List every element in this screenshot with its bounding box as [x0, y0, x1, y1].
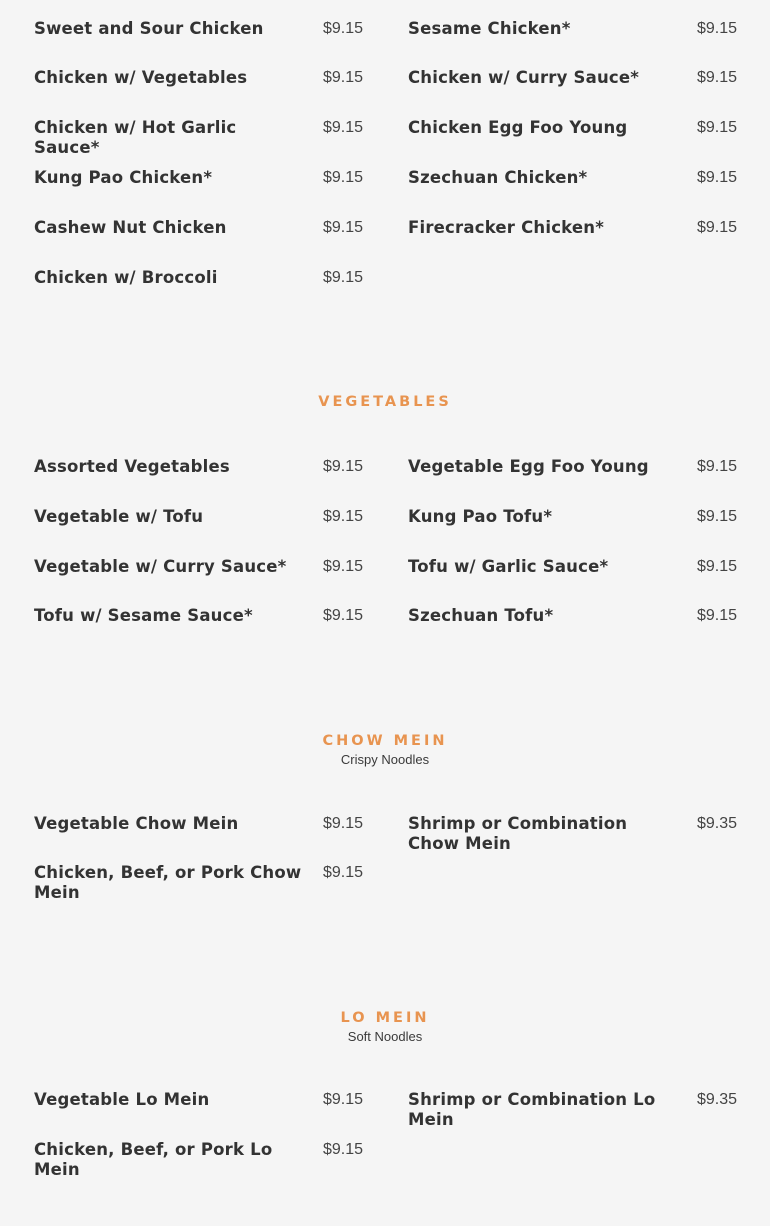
item-name: Tofu w/ Sesame Sauce* — [34, 606, 253, 625]
item-name: Sweet and Sour Chicken — [34, 19, 264, 38]
section-subtitle: Soft Noodles — [347, 1029, 423, 1044]
section-title: CHOW MEIN — [322, 733, 448, 749]
item-price: $9.15 — [322, 815, 363, 832]
item-price: $9.15 — [322, 558, 363, 575]
item-name: Vegetable Egg Foo Young — [408, 457, 649, 476]
item-name: Szechuan Tofu* — [408, 606, 554, 625]
item-price: $9.15 — [322, 119, 363, 136]
section-subtitle: Crispy Noodles — [340, 752, 430, 767]
section-title: VEGETABLES — [318, 394, 452, 410]
item-price: $9.15 — [322, 169, 363, 186]
item-name: Chicken, Beef, or Pork Lo Mein — [34, 1140, 273, 1179]
section-header — [0, 1009, 770, 1045]
section-title: LO MEIN — [340, 1010, 430, 1026]
item-name: Shrimp or Combination Lo Mein — [408, 1090, 656, 1129]
item-price: $9.15 — [322, 864, 363, 881]
item-price: $9.15 — [322, 219, 363, 236]
section-header — [0, 732, 770, 768]
item-price: $9.15 — [696, 508, 737, 525]
lo-mein-section — [0, 1009, 770, 1179]
item-price: $9.15 — [322, 1091, 363, 1108]
item-name: Kung Pao Tofu* — [408, 507, 553, 526]
item-price: $9.15 — [696, 20, 737, 37]
item-price: $9.15 — [696, 607, 737, 624]
item-price: $9.15 — [696, 169, 737, 186]
item-name: Vegetable w/ Tofu — [34, 507, 204, 526]
item-price: $9.15 — [696, 219, 737, 236]
item-name: Shrimp or Combination Chow Mein — [408, 814, 628, 853]
item-name: Chicken w/ Hot Garlic Sauce* — [34, 118, 237, 157]
item-name: Sesame Chicken* — [408, 19, 571, 38]
item-price: $9.15 — [322, 20, 363, 37]
item-name: Chicken w/ Vegetables — [34, 68, 248, 87]
chow-mein-section — [0, 732, 770, 902]
item-price: $9.15 — [322, 269, 363, 286]
item-price: $9.15 — [322, 69, 363, 86]
item-name: Vegetable w/ Curry Sauce* — [34, 557, 287, 576]
item-name: Szechuan Chicken* — [408, 168, 588, 187]
section-header — [0, 393, 770, 411]
item-price: $9.35 — [696, 815, 737, 832]
item-name: Vegetable Lo Mein — [34, 1090, 210, 1109]
item-name: Chicken w/ Curry Sauce* — [408, 68, 640, 87]
vegetables-section — [0, 393, 770, 625]
item-price: $9.15 — [696, 458, 737, 475]
item-price: $9.15 — [696, 119, 737, 136]
item-name: Kung Pao Chicken* — [34, 168, 213, 187]
item-name: Vegetable Chow Mein — [34, 814, 239, 833]
item-price: $9.15 — [322, 508, 363, 525]
item-name: Assorted Vegetables — [34, 457, 230, 476]
item-price: $9.15 — [696, 69, 737, 86]
item-name: Cashew Nut Chicken — [34, 218, 227, 237]
item-name: Tofu w/ Garlic Sauce* — [408, 557, 609, 576]
item-price: $9.15 — [322, 607, 363, 624]
item-name: Chicken, Beef, or Pork Chow Mein — [34, 863, 302, 902]
item-name: Firecracker Chicken* — [408, 218, 605, 237]
item-price: $9.15 — [696, 558, 737, 575]
item-price: $9.35 — [696, 1091, 737, 1108]
item-price: $9.15 — [322, 458, 363, 475]
item-price: $9.15 — [322, 1141, 363, 1158]
item-name: Chicken w/ Broccoli — [34, 268, 218, 287]
item-name: Chicken Egg Foo Young — [408, 118, 628, 137]
